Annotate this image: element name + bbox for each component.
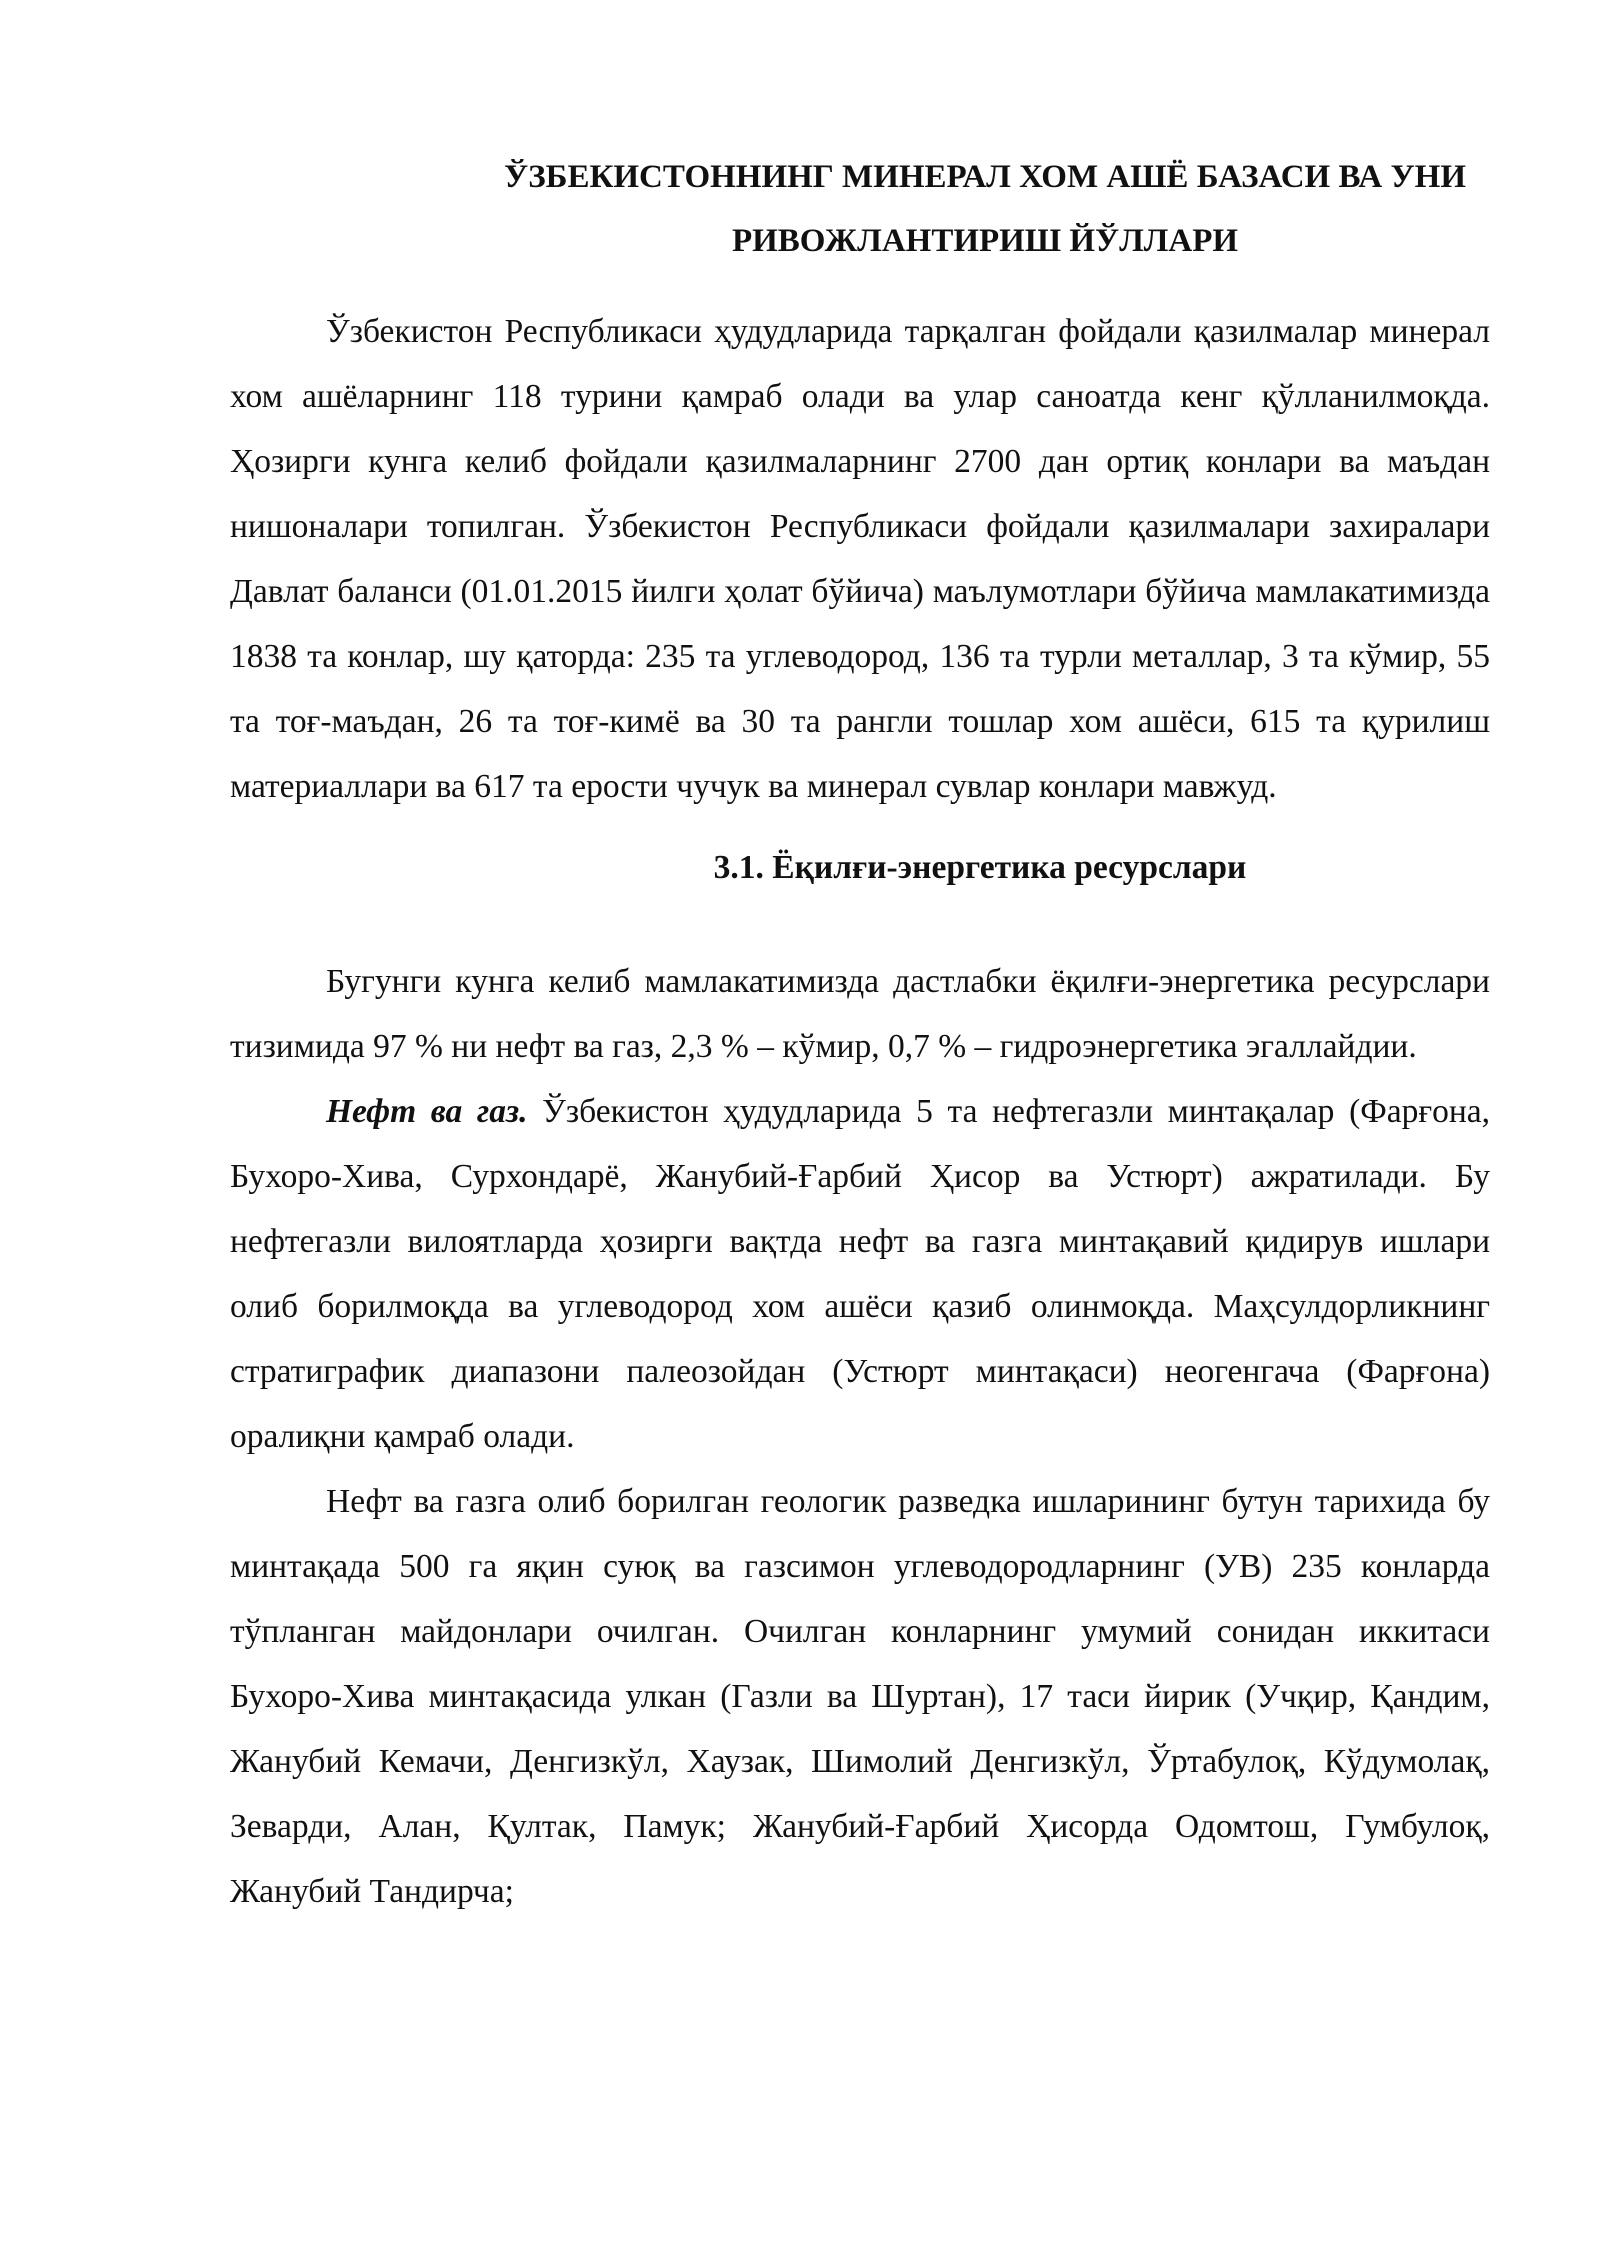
document-title-line-1: ЎЗБЕКИСТОННИНГ МИНЕРАЛ ХОМ АШЁ БАЗАСИ ВА УНИ — [503, 159, 1467, 195]
fuel-share-paragraph: Бугунги кунга келиб мамлакатимизда дастлабки ёқилғи-энергетика ресурслари тизимида 97 % ни нефт ва газ, 2,3 % – кўмир, 0,7 % – гидроэнергетика эгаллайдии. — [230, 963, 1490, 1065]
section-heading: 3.1. Ёқилғи-энергетика ресурслари — [713, 849, 1247, 886]
document-page — [230, 145, 1490, 1924]
oil-gas-run-in-heading: Нефт ва газ. — [326, 1093, 528, 1130]
exploration-history-paragraph: Нефт ва газга олиб борилган геологик разведка ишларининг бутун тарихида бу минтақада 500 га яқин суюқ ва газсимон углеводородларнинг (УВ) 235 конларда тўпланган майдонлари очилган. Очилган конларнинг умумий сонидан иккитаси Бухоро-Хива минтақасида улкан (Газли ва Шуртан), 17 таси йирик (Учқир, Қандим, Жанубий Кемачи, Денгизкўл, Хаузак, Шимолий Денгизкўл, Ўртабулоқ, Кўдумолақ, Зеварди, Алан, Қултак, Памук; Жанубий-Ғарбий Ҳисорда Одомтош, Гумбулоқ, Жанубий Тандирча; — [230, 1483, 1490, 1910]
document-title — [230, 145, 1490, 273]
oil-gas-paragraph — [230, 1079, 1490, 1469]
intro-paragraph: Ўзбекистон Республикаси ҳудудларида тарқалган фойдали қазилмалар минерал хом ашёларнинг 118 турини қамраб олади ва улар саноатда кенг қўлланилмоқда. Ҳозирги кунга келиб фойдали қазилмаларнинг 2700 дан ортиқ конлари ва маъдан нишоналари топилган. Ўзбекистон Республикаси фойдали қазилмалари захиралари Давлат баланси (01.01.2015 йилги ҳолат бўйича) маълумотлари бўйича мамлакатимизда 1838 та конлар, шу қаторда: 235 та углеводород, 136 та турли металлар, 3 та кўмир, 55 та тоғ-маъдан, 26 та тоғ-кимё ва 30 та рангли тошлар хом ашёси, 615 та қурилиш материаллари ва 617 та ерости чучук ва минерал сувлар конлари мавжуд. — [230, 313, 1490, 805]
document-title-line-2: РИВОЖЛАНТИРИШ ЙЎЛЛАРИ — [731, 223, 1239, 259]
oil-gas-paragraph-text: Ўзбекистон ҳудудларида 5 та нефтегазли минтақалар (Фарғона, Бухоро-Хива, Сурхондарё, Жанубий-Ғарбий Ҳисор ва Устюрт) ажратилади. Бу нефтегазли вилоятларда ҳозирги вақтда нефт ва газга минтақавий қидирув ишлари олиб борилмоқда ва углеводород хом ашёси қазиб олинмоқда. Маҳсулдорликнинг стратиграфик диапазони палеозойдан (Устюрт минтақаси) неогенгача (Фарғона) оралиқни қамраб олади. — [230, 1093, 1490, 1455]
